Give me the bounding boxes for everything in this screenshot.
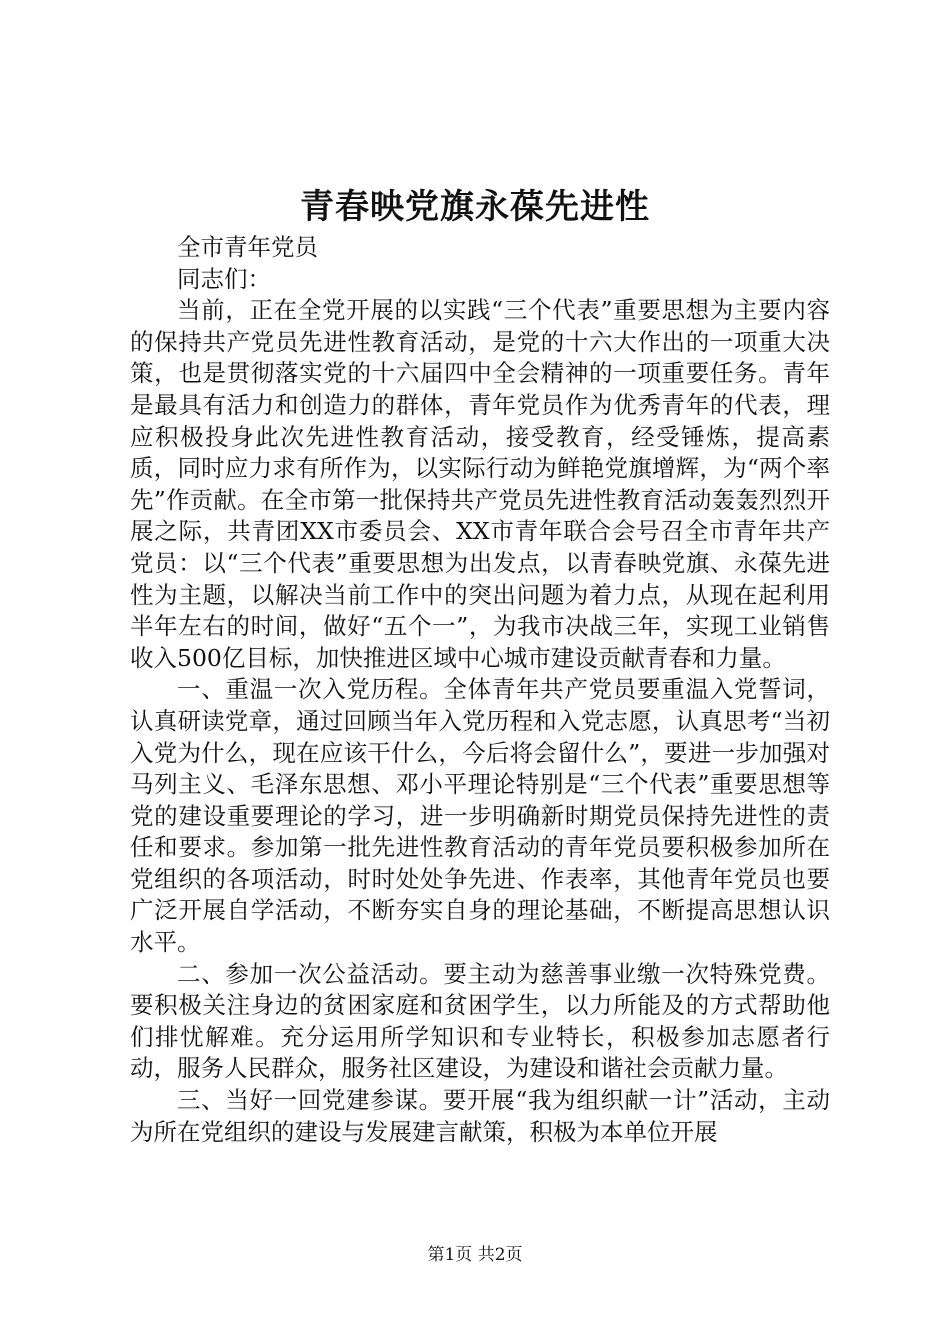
document-title: 青春映党旗永葆先进性 bbox=[300, 187, 650, 227]
salutation-recipient: 全市青年党员 bbox=[177, 233, 318, 261]
page-number-footer: 第1页 共2页 bbox=[427, 1245, 523, 1265]
document-body bbox=[130, 232, 830, 1148]
paragraph-intro: 当前，正在全党开展的以实践“三个代表”重要思想为主要内容的保持共产党员先进性教育活动，是党的十六大作出的一项重大决策，也是贯彻落实党的十六届四中全会精神的一项重要任务。青年是最具有活力和创造力的群体，青年党员作为优秀青年的代表，理应积极投身此次先进性教育活动，接受教育，经受锤炼，提高素质，同时应力求有所作为，以实际行动为鲜艳党旗增辉，为“两个率先”作贡献。在全市第一批保持共产党员先进性教育活动轰轰烈烈开展之际，共青团XX市委员会、XX市青年联合会号召全市青年共产党员：以“三个代表”重要思想为出发点，以青春映党旗、永葆先进性为主题，以解决当前工作中的突出问题为着力点，从现在起利用半年左右的时间，做好“五个一”，为我市决战三年，实现工业销售收入500亿目标，加快推进区域中心城市建设贡献青春和力量。 bbox=[130, 296, 830, 672]
paragraph-item-3: 三、当好一回党建参谋。要开展“我为组织献一计”活动，主动为所在党组织的建设与发展建言献策，积极为本单位开展 bbox=[130, 1086, 830, 1146]
paragraph-item-1: 一、重温一次入党历程。全体青年共产党员要重温入党誓词，认真研读党章，通过回顾当年入党历程和入党志愿，认真思考“当初入党为什么，现在应该干什么，今后将会留什么”，要进一步加强对马列主义、毛泽东思想、邓小平理论特别是“三个代表”重要思想等党的建设重要理论的学习，进一步明确新时期党员保持先进性的责任和要求。参加第一批先进性教育活动的青年党员要积极参加所在党组织的各项活动，时时处处争先进、作表率，其他青年党员也要广泛开展自学活动，不断夯实自身的理论基础，不断提高思想认识水平。 bbox=[130, 675, 830, 957]
paragraph-item-2: 二、参加一次公益活动。要主动为慈善事业缴一次特殊党费。要积极关注身边的贫困家庭和贫困学生，以力所能及的方式帮助他们排忧解难。充分运用所学知识和专业特长，积极参加志愿者行动，服务人民群众，服务社区建设，为建设和谐社会贡献力量。 bbox=[130, 959, 830, 1083]
salutation-greeting: 同志们： bbox=[177, 264, 271, 293]
